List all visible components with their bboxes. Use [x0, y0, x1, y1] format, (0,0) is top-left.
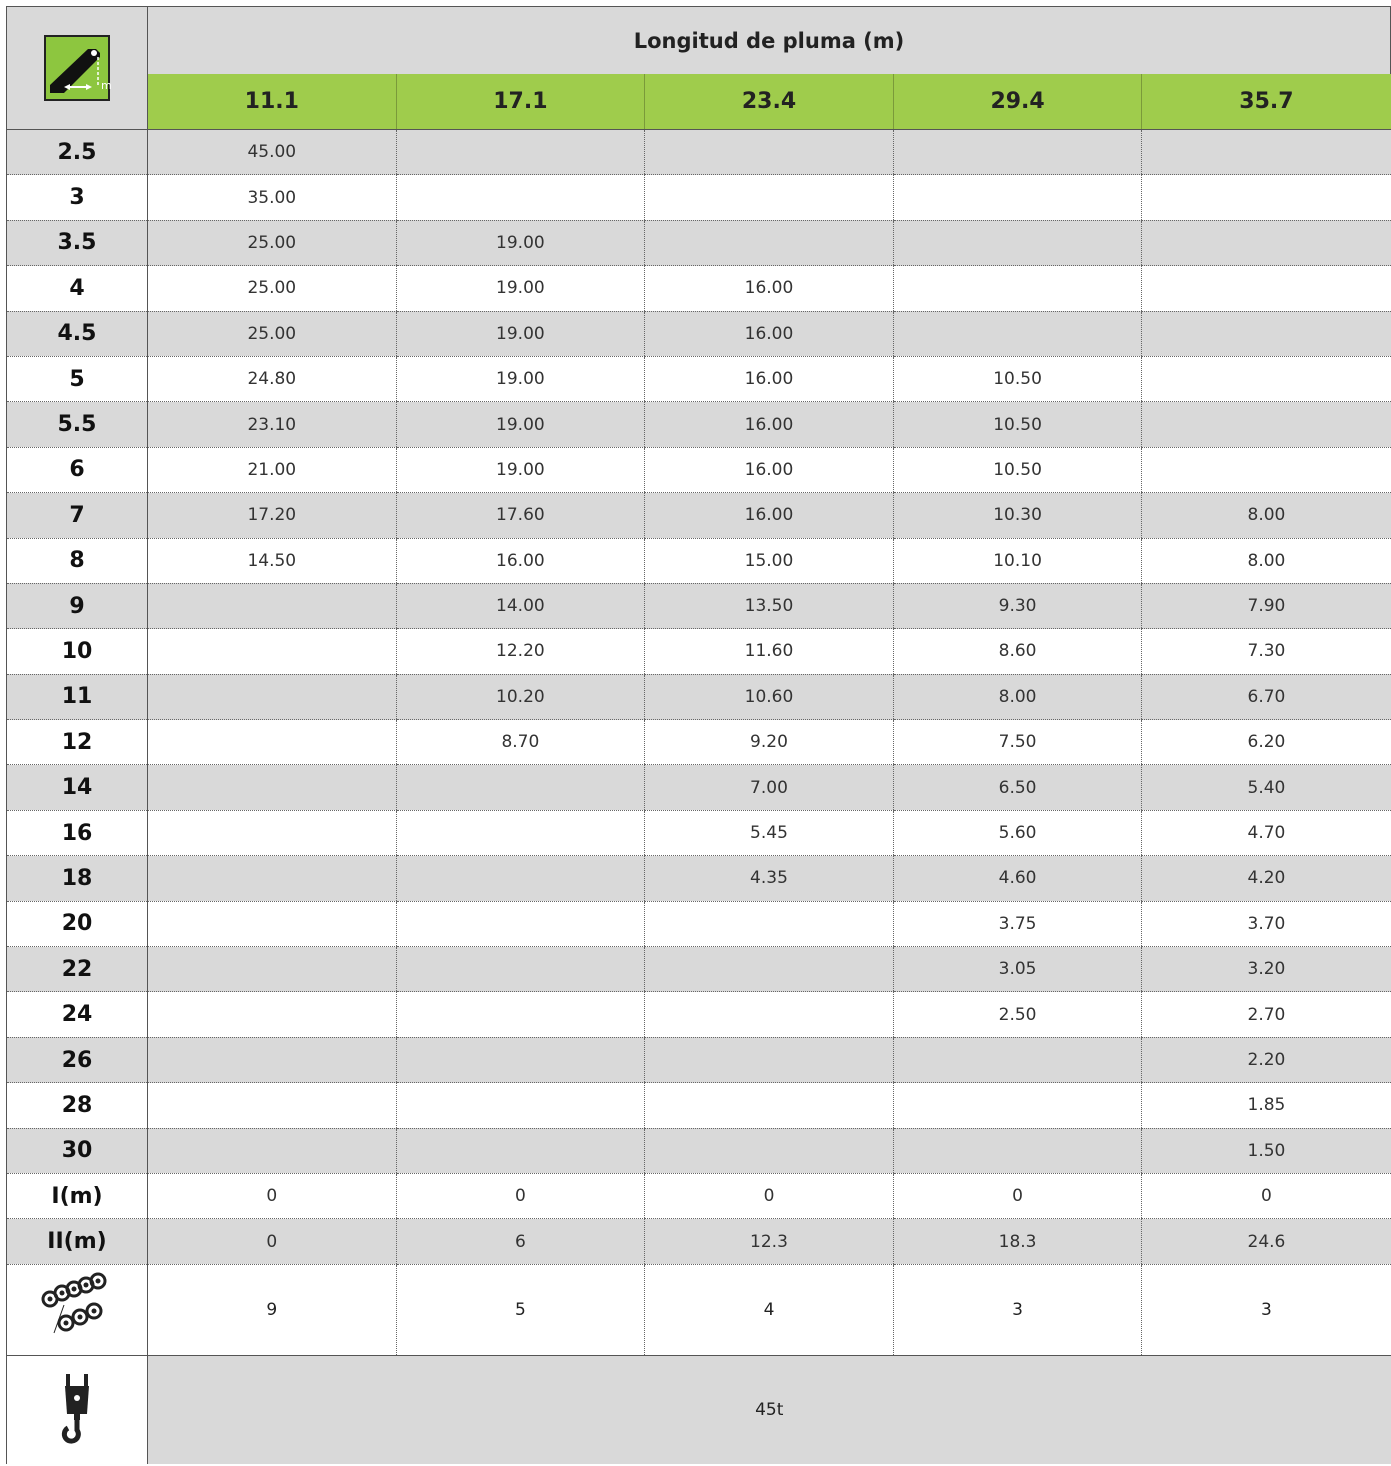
capacity-cell [893, 175, 1142, 220]
capacity-cell: 18.3 [893, 1219, 1142, 1264]
table-row [7, 1083, 1391, 1128]
hook-icon-cell [7, 1355, 148, 1464]
capacity-cell [893, 220, 1142, 265]
capacity-cell [893, 1037, 1142, 1082]
table-row [7, 402, 1391, 447]
capacity-cell [148, 947, 397, 992]
capacity-cell: 12.20 [396, 629, 645, 674]
capacity-cell: 12.3 [645, 1219, 894, 1264]
capacity-cell [148, 629, 397, 674]
capacity-cell: 25.00 [148, 311, 397, 356]
capacity-cell: 0 [645, 1173, 894, 1218]
table-row [7, 447, 1391, 492]
capacity-cell: 24.6 [1142, 1219, 1391, 1264]
capacity-cell: 2.70 [1142, 992, 1391, 1037]
radius-cell: 7 [7, 493, 148, 538]
boom-length-header: 17.1 [396, 74, 645, 130]
capacity-cell: 4.20 [1142, 856, 1391, 901]
boom-length-header-row [7, 74, 1391, 130]
capacity-cell: 25.00 [148, 266, 397, 311]
radius-cell: 3.5 [7, 220, 148, 265]
capacity-cell: 4.60 [893, 856, 1142, 901]
table-row [7, 1128, 1391, 1173]
table-row [7, 130, 1391, 175]
radius-cell: 4 [7, 266, 148, 311]
capacity-cell [396, 175, 645, 220]
capacity-cell: 5.45 [645, 810, 894, 855]
capacity-cell: 7.50 [893, 720, 1142, 765]
table-row [7, 947, 1391, 992]
radius-cell: II(m) [7, 1219, 148, 1264]
capacity-cell [396, 947, 645, 992]
capacity-cell [645, 220, 894, 265]
reeving-row [7, 1264, 1391, 1355]
capacity-cell: 4.70 [1142, 810, 1391, 855]
capacity-cell: 5.60 [893, 810, 1142, 855]
capacity-cell [645, 1083, 894, 1128]
hook-capacity-cell: 45t [148, 1355, 1391, 1464]
capacity-cell: 0 [148, 1219, 397, 1264]
boom-length-header: 35.7 [1142, 74, 1391, 130]
capacity-cell: 13.50 [645, 583, 894, 628]
radius-cell: 6 [7, 447, 148, 492]
capacity-cell [148, 856, 397, 901]
radius-cell: 4.5 [7, 311, 148, 356]
boom-length-header: 29.4 [893, 74, 1142, 130]
radius-cell: 16 [7, 810, 148, 855]
radius-cell: 30 [7, 1128, 148, 1173]
capacity-cell: 6.20 [1142, 720, 1391, 765]
capacity-cell [396, 1083, 645, 1128]
table-row [7, 810, 1391, 855]
capacity-cell: 19.00 [396, 447, 645, 492]
capacity-cell [893, 1128, 1142, 1173]
capacity-cell [1142, 311, 1391, 356]
capacity-cell: 10.10 [893, 538, 1142, 583]
capacity-cell: 10.50 [893, 356, 1142, 401]
capacity-cell [396, 765, 645, 810]
capacity-cell: 2.20 [1142, 1037, 1391, 1082]
radius-cell: 5.5 [7, 402, 148, 447]
capacity-cell [148, 901, 397, 946]
reeving-icon-cell [7, 1264, 148, 1355]
table-row [7, 720, 1391, 765]
table-row [7, 901, 1391, 946]
hook-block-icon [62, 1372, 92, 1442]
capacity-cell [645, 1037, 894, 1082]
boom-length-header: 11.1 [148, 74, 397, 130]
capacity-cell: 0 [893, 1173, 1142, 1218]
table-row [7, 1037, 1391, 1082]
capacity-cell [893, 1083, 1142, 1128]
radius-cell: 28 [7, 1083, 148, 1128]
capacity-cell: 19.00 [396, 356, 645, 401]
capacity-cell: 7.00 [645, 765, 894, 810]
capacity-cell [148, 720, 397, 765]
capacity-cell: 0 [396, 1173, 645, 1218]
capacity-cell [148, 1128, 397, 1173]
reeving-cell: 3 [893, 1264, 1142, 1355]
capacity-cell: 8.60 [893, 629, 1142, 674]
capacity-cell [396, 810, 645, 855]
capacity-cell: 5.40 [1142, 765, 1391, 810]
capacity-cell: 6 [396, 1219, 645, 1264]
table-row [7, 674, 1391, 719]
capacity-cell: 16.00 [645, 266, 894, 311]
capacity-cell: 19.00 [396, 266, 645, 311]
capacity-cell: 10.60 [645, 674, 894, 719]
radius-cell: 2.5 [7, 130, 148, 175]
capacity-cell: 11.60 [645, 629, 894, 674]
corner-cell [7, 7, 148, 130]
reeving-cell: 4 [645, 1264, 894, 1355]
capacity-cell [1142, 266, 1391, 311]
table-row [7, 175, 1391, 220]
capacity-cell: 45.00 [148, 130, 397, 175]
capacity-cell: 16.00 [396, 538, 645, 583]
table-row [7, 220, 1391, 265]
capacity-cell [1142, 130, 1391, 175]
capacity-cell [645, 130, 894, 175]
capacity-cell: 14.00 [396, 583, 645, 628]
table-row [7, 583, 1391, 628]
capacity-cell: 1.85 [1142, 1083, 1391, 1128]
boom-length-title: Longitud de pluma (m) [148, 7, 1391, 75]
table-row [7, 311, 1391, 356]
capacity-cell: 8.00 [1142, 538, 1391, 583]
table-row [7, 1173, 1391, 1218]
table-row [7, 629, 1391, 674]
capacity-cell: 15.00 [645, 538, 894, 583]
load-chart-table [6, 6, 1391, 1464]
capacity-cell: 16.00 [645, 311, 894, 356]
capacity-cell: 3.70 [1142, 901, 1391, 946]
capacity-cell [1142, 447, 1391, 492]
capacity-cell [148, 583, 397, 628]
radius-cell: 14 [7, 765, 148, 810]
capacity-cell [148, 765, 397, 810]
table-row [7, 856, 1391, 901]
reeving-cell: 9 [148, 1264, 397, 1355]
capacity-cell [148, 992, 397, 1037]
capacity-cell [148, 810, 397, 855]
capacity-cell: 7.90 [1142, 583, 1391, 628]
capacity-cell [645, 1128, 894, 1173]
capacity-cell: 16.00 [645, 402, 894, 447]
capacity-cell [396, 901, 645, 946]
capacity-cell [1142, 175, 1391, 220]
radius-cell: 12 [7, 720, 148, 765]
capacity-cell: 8.00 [1142, 493, 1391, 538]
radius-cell: 24 [7, 992, 148, 1037]
capacity-cell [893, 266, 1142, 311]
capacity-cell: 17.20 [148, 493, 397, 538]
boom-radius-icon [44, 35, 110, 101]
capacity-cell: 6.50 [893, 765, 1142, 810]
radius-cell: I(m) [7, 1173, 148, 1218]
header-title-row [7, 7, 1391, 75]
radius-cell: 5 [7, 356, 148, 401]
capacity-cell [893, 311, 1142, 356]
capacity-cell: 0 [148, 1173, 397, 1218]
capacity-cell [645, 947, 894, 992]
capacity-cell: 6.70 [1142, 674, 1391, 719]
capacity-cell [1142, 220, 1391, 265]
capacity-cell: 9.20 [645, 720, 894, 765]
capacity-cell [645, 992, 894, 1037]
radius-cell: 18 [7, 856, 148, 901]
capacity-cell [1142, 402, 1391, 447]
reeving-cell: 3 [1142, 1264, 1391, 1355]
capacity-cell: 3.20 [1142, 947, 1391, 992]
capacity-cell: 7.30 [1142, 629, 1391, 674]
capacity-cell [645, 175, 894, 220]
capacity-cell: 16.00 [645, 447, 894, 492]
capacity-cell: 14.50 [148, 538, 397, 583]
capacity-cell: 8.70 [396, 720, 645, 765]
table-row [7, 1219, 1391, 1264]
hook-row [7, 1355, 1391, 1464]
capacity-cell: 1.50 [1142, 1128, 1391, 1173]
capacity-cell [396, 1128, 645, 1173]
capacity-cell: 23.10 [148, 402, 397, 447]
radius-cell: 11 [7, 674, 148, 719]
capacity-cell [396, 1037, 645, 1082]
capacity-cell: 19.00 [396, 402, 645, 447]
table-row [7, 493, 1391, 538]
radius-cell: 9 [7, 583, 148, 628]
table-row [7, 356, 1391, 401]
capacity-cell: 8.00 [893, 674, 1142, 719]
reeving-cell: 5 [396, 1264, 645, 1355]
capacity-cell: 3.75 [893, 901, 1142, 946]
capacity-cell: 3.05 [893, 947, 1142, 992]
table-row [7, 765, 1391, 810]
radius-cell: 8 [7, 538, 148, 583]
capacity-cell [645, 901, 894, 946]
capacity-cell: 0 [1142, 1173, 1391, 1218]
capacity-cell: 10.50 [893, 402, 1142, 447]
radius-cell: 3 [7, 175, 148, 220]
capacity-cell: 10.30 [893, 493, 1142, 538]
capacity-cell: 4.35 [645, 856, 894, 901]
table-row [7, 538, 1391, 583]
capacity-cell [396, 992, 645, 1037]
radius-cell: 26 [7, 1037, 148, 1082]
capacity-cell: 24.80 [148, 356, 397, 401]
capacity-cell: 25.00 [148, 220, 397, 265]
capacity-cell [148, 1037, 397, 1082]
boom-length-header: 23.4 [645, 74, 894, 130]
capacity-cell: 10.20 [396, 674, 645, 719]
capacity-cell [893, 130, 1142, 175]
capacity-cell: 19.00 [396, 311, 645, 356]
reeving-sheaves-icon [40, 1277, 114, 1337]
corner-unit-label: m [101, 79, 112, 92]
capacity-cell [396, 856, 645, 901]
table-row [7, 992, 1391, 1037]
capacity-cell: 10.50 [893, 447, 1142, 492]
capacity-cell: 9.30 [893, 583, 1142, 628]
radius-cell: 22 [7, 947, 148, 992]
capacity-cell: 2.50 [893, 992, 1142, 1037]
table-row [7, 266, 1391, 311]
radius-cell: 20 [7, 901, 148, 946]
capacity-cell: 17.60 [396, 493, 645, 538]
capacity-cell: 19.00 [396, 220, 645, 265]
radius-cell: 10 [7, 629, 148, 674]
capacity-cell: 16.00 [645, 356, 894, 401]
capacity-cell: 35.00 [148, 175, 397, 220]
capacity-cell [148, 674, 397, 719]
capacity-cell: 16.00 [645, 493, 894, 538]
capacity-cell [396, 130, 645, 175]
capacity-cell [148, 1083, 397, 1128]
capacity-cell [1142, 356, 1391, 401]
capacity-cell: 21.00 [148, 447, 397, 492]
